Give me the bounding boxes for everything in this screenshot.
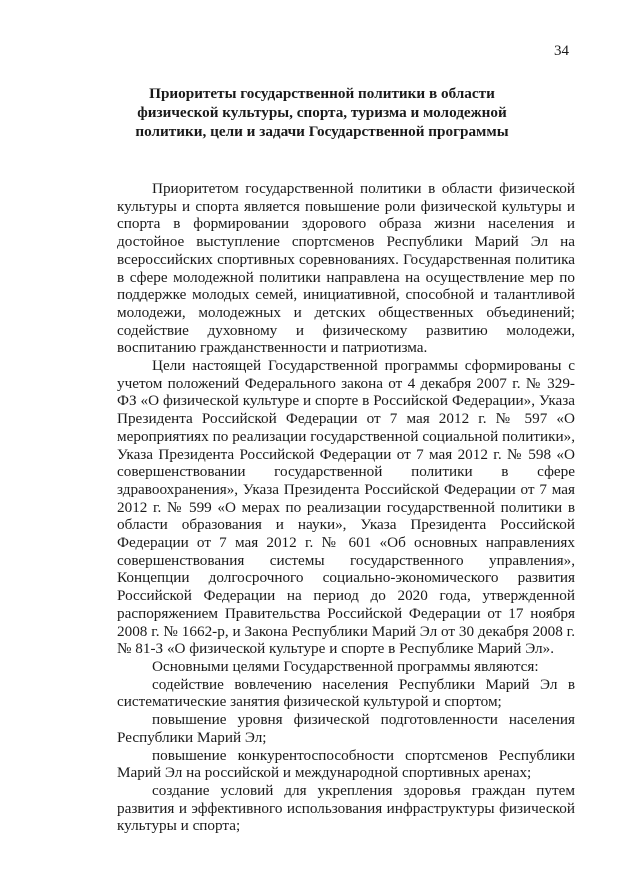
goal-item: повышение уровня физической подготовленности населения Республики Марий Эл;	[117, 711, 575, 746]
paragraph-priority: Приоритетом государственной политики в области физической культуры и спорта является повышение роли физической культуры и спорта в формировании здорового образа жизни населения и достойное выступление спортсменов Республики Марий Эл на всероссийских спортивных соревнованиях. Государственная политика в сфере молодежной политики направлена на осуществление мер по поддержке молодых семей, инициативной, способной и талантливой молодежи, молодежных и детских общественных объединений; содействие духовному и физическому развитию молодежи, воспитанию гражданственности и патриотизма.	[117, 180, 575, 357]
page-number: 34	[554, 43, 569, 59]
goal-item: повышение конкурентоспособности спортсменов Республики Марий Эл на российской и международной спортивных аренах;	[117, 746, 575, 782]
paragraph-main-goals-intro: Основными целями Государственной программы являются:	[152, 657, 539, 675]
goal-item: содействие вовлечению населения Республики Марий Эл в систематические занятия физической культурой и спортом;	[117, 675, 575, 711]
goal-item: создание условий для укрепления здоровья граждан путем развития и эффективного использования инфраструктуры физической культуры и спорта;	[117, 781, 575, 835]
document-title: Приоритеты государственной политики в области физической культуры, спорта, туризма и молодежной политики, цели и задачи Государственной программы	[135, 85, 509, 140]
paragraph-goals-basis: Цели настоящей Государственной программы сформированы с учетом положений Федерального закона от 4 декабря 2007 г. № 329-ФЗ «О физической культуре и спорте в Российской Федерации», Указа Президента Российской Федерации от 7 мая 2012 г. № 597 «О мероприятиях по реализации государственной социальной политики», Указа Президента Российской Федерации от 7 мая 2012 г. № 598 «О совершенствовании государственной политики в сфере здравоохранения», Указа Президента Российской Федерации от 7 мая 2012 г. № 599 «О мерах по реализации государственной политики в области образования и науки», Указа Президента Российской Федерации от 7 мая 2012 г. № 601 «Об основных направлениях совершенствования системы государственного управления», Концепции долгосрочного социально-экономического развития Российской Федерации на период до 2020 года, утвержденной распоряжением Правительства Российской Федерации от 17 ноября 2008 г. № 1662-р, и Закона Республики Марий Эл от 30 декабря 2008 г. № 81-З «О физической культуре и спорте в Республике Марий Эл».	[117, 357, 575, 658]
document-body	[117, 180, 575, 835]
